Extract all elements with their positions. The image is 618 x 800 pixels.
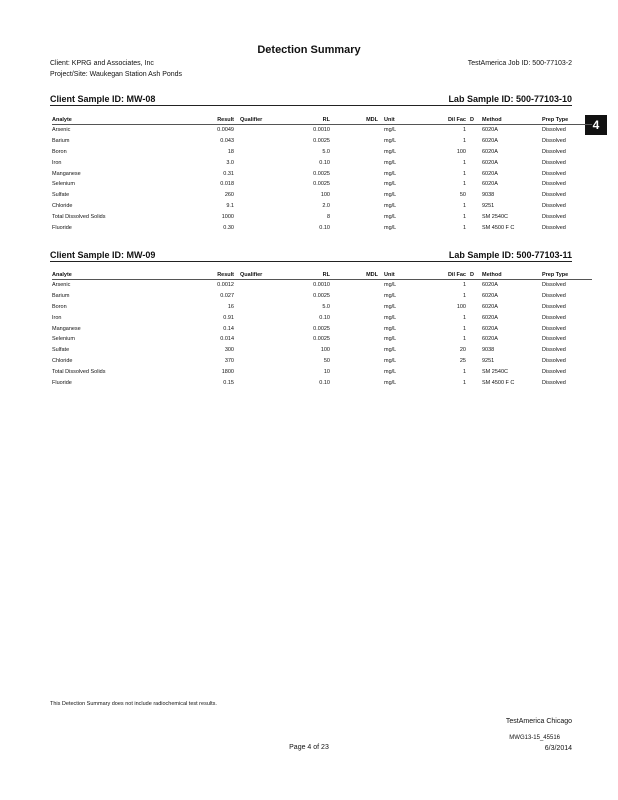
col-unit-cell: mg/L xyxy=(384,347,397,354)
sample-1-results-table xyxy=(52,115,592,233)
col-rl-cell: 0.10 xyxy=(319,224,330,231)
table-row xyxy=(52,366,592,377)
table-row xyxy=(52,345,592,356)
col-rl-cell: 0.0025 xyxy=(313,181,330,188)
col-rl-cell: 5.0 xyxy=(322,303,330,310)
col-qualifier-cell xyxy=(234,345,280,356)
col-result-cell: 370 xyxy=(224,357,234,364)
col-analyte-cell: Barium xyxy=(52,293,70,300)
footer-page-number: Page 4 of 23 xyxy=(289,744,329,751)
col-analyte-cell: Arsenic xyxy=(52,127,71,134)
col-unit-cell: mg/L xyxy=(384,314,397,321)
col-mdl-cell xyxy=(330,345,378,356)
col-prep-type-cell: Dissolved xyxy=(542,336,566,343)
col-rl-cell: 100 xyxy=(320,347,330,354)
col-qualifier-cell xyxy=(234,211,280,222)
col-rl-header: RL xyxy=(280,270,330,280)
col-prep-type-cell: Dissolved xyxy=(542,293,566,300)
col-method-cell: 6020A xyxy=(482,170,498,177)
col-d-cell xyxy=(466,334,478,345)
col-result-cell: 0.018 xyxy=(220,181,234,188)
col-method-cell: 6020A xyxy=(482,148,498,155)
col-method-header: Method xyxy=(478,270,542,280)
col-analyte-cell: Barium xyxy=(52,138,70,145)
col-d-cell xyxy=(466,312,478,323)
col-rl-cell: 0.0025 xyxy=(313,336,330,343)
col-result-cell: 18 xyxy=(227,148,234,155)
col-mdl-header: MDL xyxy=(330,115,378,125)
col-prep-type-header: Prep Type xyxy=(542,115,592,125)
col-qualifier-cell xyxy=(234,356,280,367)
col-dil-fac-cell: 50 xyxy=(459,192,466,199)
col-analyte-cell: Selenium xyxy=(52,181,75,188)
col-result-header: Result xyxy=(182,115,234,125)
col-method-cell: 6020A xyxy=(482,303,498,310)
col-dil-fac-cell: 100 xyxy=(456,303,466,310)
col-unit-cell: mg/L xyxy=(384,148,397,155)
col-result-cell: 1000 xyxy=(221,213,234,220)
col-result-cell: 0.91 xyxy=(223,314,234,321)
col-prep-type-cell: Dissolved xyxy=(542,357,566,364)
col-result-cell: 9.1 xyxy=(226,202,234,209)
client-name: Client: KPRG and Associates, Inc xyxy=(50,60,154,67)
table-row xyxy=(52,201,592,212)
col-unit-cell: mg/L xyxy=(384,357,397,364)
col-result-cell: 0.31 xyxy=(223,170,234,177)
col-qualifier-cell xyxy=(234,334,280,345)
col-dil-fac-cell: 1 xyxy=(462,138,466,145)
col-rl-cell: 0.0025 xyxy=(313,325,330,332)
col-qualifier-cell xyxy=(234,157,280,168)
table-header-row xyxy=(52,115,592,125)
col-unit-cell: mg/L xyxy=(384,224,397,231)
col-result-cell: 0.15 xyxy=(223,379,234,386)
col-mdl-cell xyxy=(330,211,378,222)
col-analyte-cell: Fluoride xyxy=(52,379,72,386)
col-prep-type-cell: Dissolved xyxy=(542,282,566,289)
col-prep-type-header: Prep Type xyxy=(542,270,592,280)
col-qualifier-cell xyxy=(234,201,280,212)
col-method-cell: 6020A xyxy=(482,127,498,134)
col-analyte-cell: Arsenic xyxy=(52,282,71,289)
col-prep-type-cell: Dissolved xyxy=(542,379,566,386)
col-d-cell xyxy=(466,125,478,136)
col-mdl-cell xyxy=(330,356,378,367)
col-qualifier-cell xyxy=(234,377,280,388)
col-d-cell xyxy=(466,323,478,334)
sample-2-divider xyxy=(50,261,572,262)
col-unit-cell: mg/L xyxy=(384,282,397,289)
col-prep-type-cell: Dissolved xyxy=(542,202,566,209)
col-rl-cell: 8 xyxy=(326,213,330,220)
col-result-cell: 3.0 xyxy=(226,159,234,166)
col-method-cell: SM 4500 F C xyxy=(482,379,515,386)
col-analyte-cell: Sulfate xyxy=(52,347,70,354)
col-rl-cell: 50 xyxy=(323,357,330,364)
col-mdl-cell xyxy=(330,334,378,345)
col-rl-cell: 0.10 xyxy=(319,159,330,166)
col-mdl-cell xyxy=(330,323,378,334)
col-dil-fac-cell: 25 xyxy=(459,357,466,364)
col-qualifier-cell xyxy=(234,125,280,136)
col-result-cell: 0.014 xyxy=(220,336,234,343)
table-row xyxy=(52,179,592,190)
col-dil-fac-cell: 1 xyxy=(462,170,466,177)
col-method-cell: 6020A xyxy=(482,181,498,188)
col-result-cell: 1800 xyxy=(221,368,234,375)
col-d-cell xyxy=(466,345,478,356)
col-unit-cell: mg/L xyxy=(384,336,397,343)
col-mdl-cell xyxy=(330,136,378,147)
col-prep-type-cell: Dissolved xyxy=(542,303,566,310)
table-row xyxy=(52,222,592,233)
col-unit-cell: mg/L xyxy=(384,202,397,209)
col-unit-header: Unit xyxy=(378,270,424,280)
col-mdl-cell xyxy=(330,125,378,136)
sample-2-results-table xyxy=(52,270,592,388)
col-prep-type-cell: Dissolved xyxy=(542,325,566,332)
col-method-cell: 6020A xyxy=(482,314,498,321)
col-method-cell: SM 2540C xyxy=(482,213,508,220)
col-dil-fac-cell: 20 xyxy=(459,347,466,354)
col-rl-cell: 0.10 xyxy=(319,379,330,386)
col-unit-cell: mg/L xyxy=(384,159,397,166)
col-prep-type-cell: Dissolved xyxy=(542,127,566,134)
col-mdl-cell xyxy=(330,168,378,179)
col-rl-cell: 2.0 xyxy=(322,202,330,209)
table-row xyxy=(52,377,592,388)
col-result-cell: 0.027 xyxy=(220,293,234,300)
col-result-header: Result xyxy=(182,270,234,280)
col-mdl-header: MDL xyxy=(330,270,378,280)
col-qualifier-cell xyxy=(234,136,280,147)
col-rl-cell: 0.0025 xyxy=(313,170,330,177)
col-d-cell xyxy=(466,356,478,367)
col-unit-cell: mg/L xyxy=(384,303,397,310)
project-site: Project/Site: Waukegan Station Ash Ponds xyxy=(50,71,183,78)
col-prep-type-cell: Dissolved xyxy=(542,368,566,375)
col-d-cell xyxy=(466,377,478,388)
col-qualifier-header: Qualifier xyxy=(234,270,280,280)
col-qualifier-cell xyxy=(234,312,280,323)
col-qualifier-cell xyxy=(234,147,280,158)
col-method-cell: SM 4500 F C xyxy=(482,224,515,231)
col-result-cell: 300 xyxy=(224,347,234,354)
col-result-cell: 0.0012 xyxy=(217,282,234,289)
col-rl-cell: 0.10 xyxy=(319,314,330,321)
col-analyte-cell: Boron xyxy=(52,303,67,310)
col-analyte-cell: Fluoride xyxy=(52,224,72,231)
col-result-cell: 0.043 xyxy=(220,138,234,145)
table-row xyxy=(52,147,592,158)
col-analyte-cell: Chloride xyxy=(52,202,73,209)
job-id: TestAmerica Job ID: 500-77103-2 xyxy=(467,60,572,67)
table-row xyxy=(52,157,592,168)
col-qualifier-cell xyxy=(234,302,280,313)
client-sample-id-1: Client Sample ID: MW-08 xyxy=(50,94,156,104)
table-row xyxy=(52,302,592,313)
col-mdl-cell xyxy=(330,280,378,291)
col-qualifier-header: Qualifier xyxy=(234,115,280,125)
table-row xyxy=(52,280,592,291)
table-row xyxy=(52,211,592,222)
table-row xyxy=(52,291,592,302)
col-dil-fac-cell: 1 xyxy=(462,159,466,166)
col-qualifier-cell xyxy=(234,280,280,291)
col-unit-cell: mg/L xyxy=(384,181,397,188)
col-prep-type-cell: Dissolved xyxy=(542,181,566,188)
col-d-header: D xyxy=(466,270,478,280)
col-method-cell: 6020A xyxy=(482,325,498,332)
col-dil-fac-cell: 1 xyxy=(462,368,466,375)
col-method-cell: 9038 xyxy=(482,192,495,199)
col-mdl-cell xyxy=(330,147,378,158)
col-prep-type-cell: Dissolved xyxy=(542,138,566,145)
col-qualifier-cell xyxy=(234,291,280,302)
col-dil-fac-header: Dil Fac xyxy=(424,115,466,125)
col-dil-fac-cell: 1 xyxy=(462,293,466,300)
col-analyte-header: Analyte xyxy=(52,270,182,280)
col-analyte-cell: Total Dissolved Solids xyxy=(52,213,106,220)
col-mdl-cell xyxy=(330,312,378,323)
col-qualifier-cell xyxy=(234,222,280,233)
col-analyte-cell: Manganese xyxy=(52,325,81,332)
col-result-cell: 260 xyxy=(224,192,234,199)
col-qualifier-cell xyxy=(234,323,280,334)
client-sample-id-2: Client Sample ID: MW-09 xyxy=(50,250,156,260)
col-dil-fac-cell: 100 xyxy=(456,148,466,155)
lab-sample-id-2: Lab Sample ID: 500-77103-11 xyxy=(448,250,572,260)
col-dil-fac-cell: 1 xyxy=(462,181,466,188)
table-row xyxy=(52,334,592,345)
col-method-cell: 6020A xyxy=(482,293,498,300)
col-analyte-cell: Boron xyxy=(52,148,67,155)
col-dil-fac-cell: 1 xyxy=(462,224,466,231)
col-method-cell: 6020A xyxy=(482,159,498,166)
col-unit-cell: mg/L xyxy=(384,170,397,177)
col-mdl-cell xyxy=(330,366,378,377)
footnote: This Detection Summary does not include radiochemical test results. xyxy=(50,701,217,707)
col-rl-cell: 10 xyxy=(323,368,330,375)
col-prep-type-cell: Dissolved xyxy=(542,314,566,321)
col-analyte-cell: Iron xyxy=(52,314,62,321)
col-method-cell: 9251 xyxy=(482,357,495,364)
col-analyte-cell: Chloride xyxy=(52,357,73,364)
col-dil-fac-header: Dil Fac xyxy=(424,270,466,280)
footer-lab-name: TestAmerica Chicago xyxy=(505,718,572,725)
col-method-cell: 6020A xyxy=(482,336,498,343)
col-unit-cell: mg/L xyxy=(384,379,397,386)
col-dil-fac-cell: 1 xyxy=(462,127,466,134)
table-row xyxy=(52,312,592,323)
col-rl-cell: 0.0025 xyxy=(313,293,330,300)
col-d-cell xyxy=(466,136,478,147)
col-prep-type-cell: Dissolved xyxy=(542,148,566,155)
col-prep-type-cell: Dissolved xyxy=(542,347,566,354)
col-analyte-cell: Iron xyxy=(52,159,62,166)
col-d-cell xyxy=(466,280,478,291)
col-rl-cell: 0.0025 xyxy=(313,138,330,145)
col-method-header: Method xyxy=(478,115,542,125)
col-mdl-cell xyxy=(330,190,378,201)
col-prep-type-cell: Dissolved xyxy=(542,170,566,177)
col-qualifier-cell xyxy=(234,366,280,377)
section-tab-badge: 4 xyxy=(585,115,607,135)
col-analyte-cell: Total Dissolved Solids xyxy=(52,368,106,375)
col-analyte-cell: Manganese xyxy=(52,170,81,177)
table-row xyxy=(52,356,592,367)
col-unit-cell: mg/L xyxy=(384,138,397,145)
table-row xyxy=(52,323,592,334)
table-header-row xyxy=(52,270,592,280)
col-d-cell xyxy=(466,291,478,302)
col-qualifier-cell xyxy=(234,168,280,179)
col-d-header: D xyxy=(466,115,478,125)
col-qualifier-cell xyxy=(234,179,280,190)
col-mdl-cell xyxy=(330,302,378,313)
col-unit-cell: mg/L xyxy=(384,192,397,199)
col-result-cell: 0.14 xyxy=(223,325,234,332)
col-rl-cell: 100 xyxy=(320,192,330,199)
col-rl-cell: 5.0 xyxy=(322,148,330,155)
col-unit-header: Unit xyxy=(378,115,424,125)
col-method-cell: SM 2540C xyxy=(482,368,508,375)
lab-sample-id-1: Lab Sample ID: 500-77103-10 xyxy=(448,94,572,104)
col-dil-fac-cell: 1 xyxy=(462,213,466,220)
col-unit-cell: mg/L xyxy=(384,213,397,220)
col-analyte-cell: Sulfate xyxy=(52,192,70,199)
col-prep-type-cell: Dissolved xyxy=(542,224,566,231)
col-d-cell xyxy=(466,179,478,190)
table-row xyxy=(52,136,592,147)
col-analyte-header: Analyte xyxy=(52,115,182,125)
footer-reference: MWG13-15_45516 xyxy=(509,735,560,741)
col-prep-type-cell: Dissolved xyxy=(542,213,566,220)
page-title: Detection Summary xyxy=(257,44,361,56)
col-dil-fac-cell: 1 xyxy=(462,282,466,289)
col-prep-type-cell: Dissolved xyxy=(542,159,566,166)
col-dil-fac-cell: 1 xyxy=(462,314,466,321)
col-mdl-cell xyxy=(330,377,378,388)
col-unit-cell: mg/L xyxy=(384,293,397,300)
col-d-cell xyxy=(466,157,478,168)
col-method-cell: 6020A xyxy=(482,282,498,289)
col-analyte-cell: Selenium xyxy=(52,336,75,343)
col-d-cell xyxy=(466,201,478,212)
col-unit-cell: mg/L xyxy=(384,127,397,134)
table-row xyxy=(52,125,592,136)
col-mdl-cell xyxy=(330,222,378,233)
col-rl-cell: 0.0010 xyxy=(313,127,330,134)
footer-date: 6/3/2014 xyxy=(544,745,572,752)
col-mdl-cell xyxy=(330,201,378,212)
sample-1-divider xyxy=(50,105,572,106)
col-qualifier-cell xyxy=(234,190,280,201)
col-result-cell: 0.0049 xyxy=(217,127,234,134)
col-dil-fac-cell: 1 xyxy=(462,202,466,209)
col-mdl-cell xyxy=(330,179,378,190)
col-mdl-cell xyxy=(330,157,378,168)
col-prep-type-cell: Dissolved xyxy=(542,192,566,199)
col-method-cell: 6020A xyxy=(482,138,498,145)
col-rl-header: RL xyxy=(280,115,330,125)
col-d-cell xyxy=(466,147,478,158)
col-d-cell xyxy=(466,222,478,233)
col-result-cell: 0.30 xyxy=(223,224,234,231)
col-d-cell xyxy=(466,190,478,201)
col-unit-cell: mg/L xyxy=(384,368,397,375)
col-method-cell: 9038 xyxy=(482,347,495,354)
col-mdl-cell xyxy=(330,291,378,302)
col-d-cell xyxy=(466,366,478,377)
col-rl-cell: 0.0010 xyxy=(313,282,330,289)
col-dil-fac-cell: 1 xyxy=(462,325,466,332)
table-row xyxy=(52,168,592,179)
col-d-cell xyxy=(466,168,478,179)
table-row xyxy=(52,190,592,201)
col-method-cell: 9251 xyxy=(482,202,495,209)
col-unit-cell: mg/L xyxy=(384,325,397,332)
col-result-cell: 16 xyxy=(227,303,234,310)
col-d-cell xyxy=(466,211,478,222)
col-dil-fac-cell: 1 xyxy=(462,336,466,343)
col-dil-fac-cell: 1 xyxy=(462,379,466,386)
col-d-cell xyxy=(466,302,478,313)
